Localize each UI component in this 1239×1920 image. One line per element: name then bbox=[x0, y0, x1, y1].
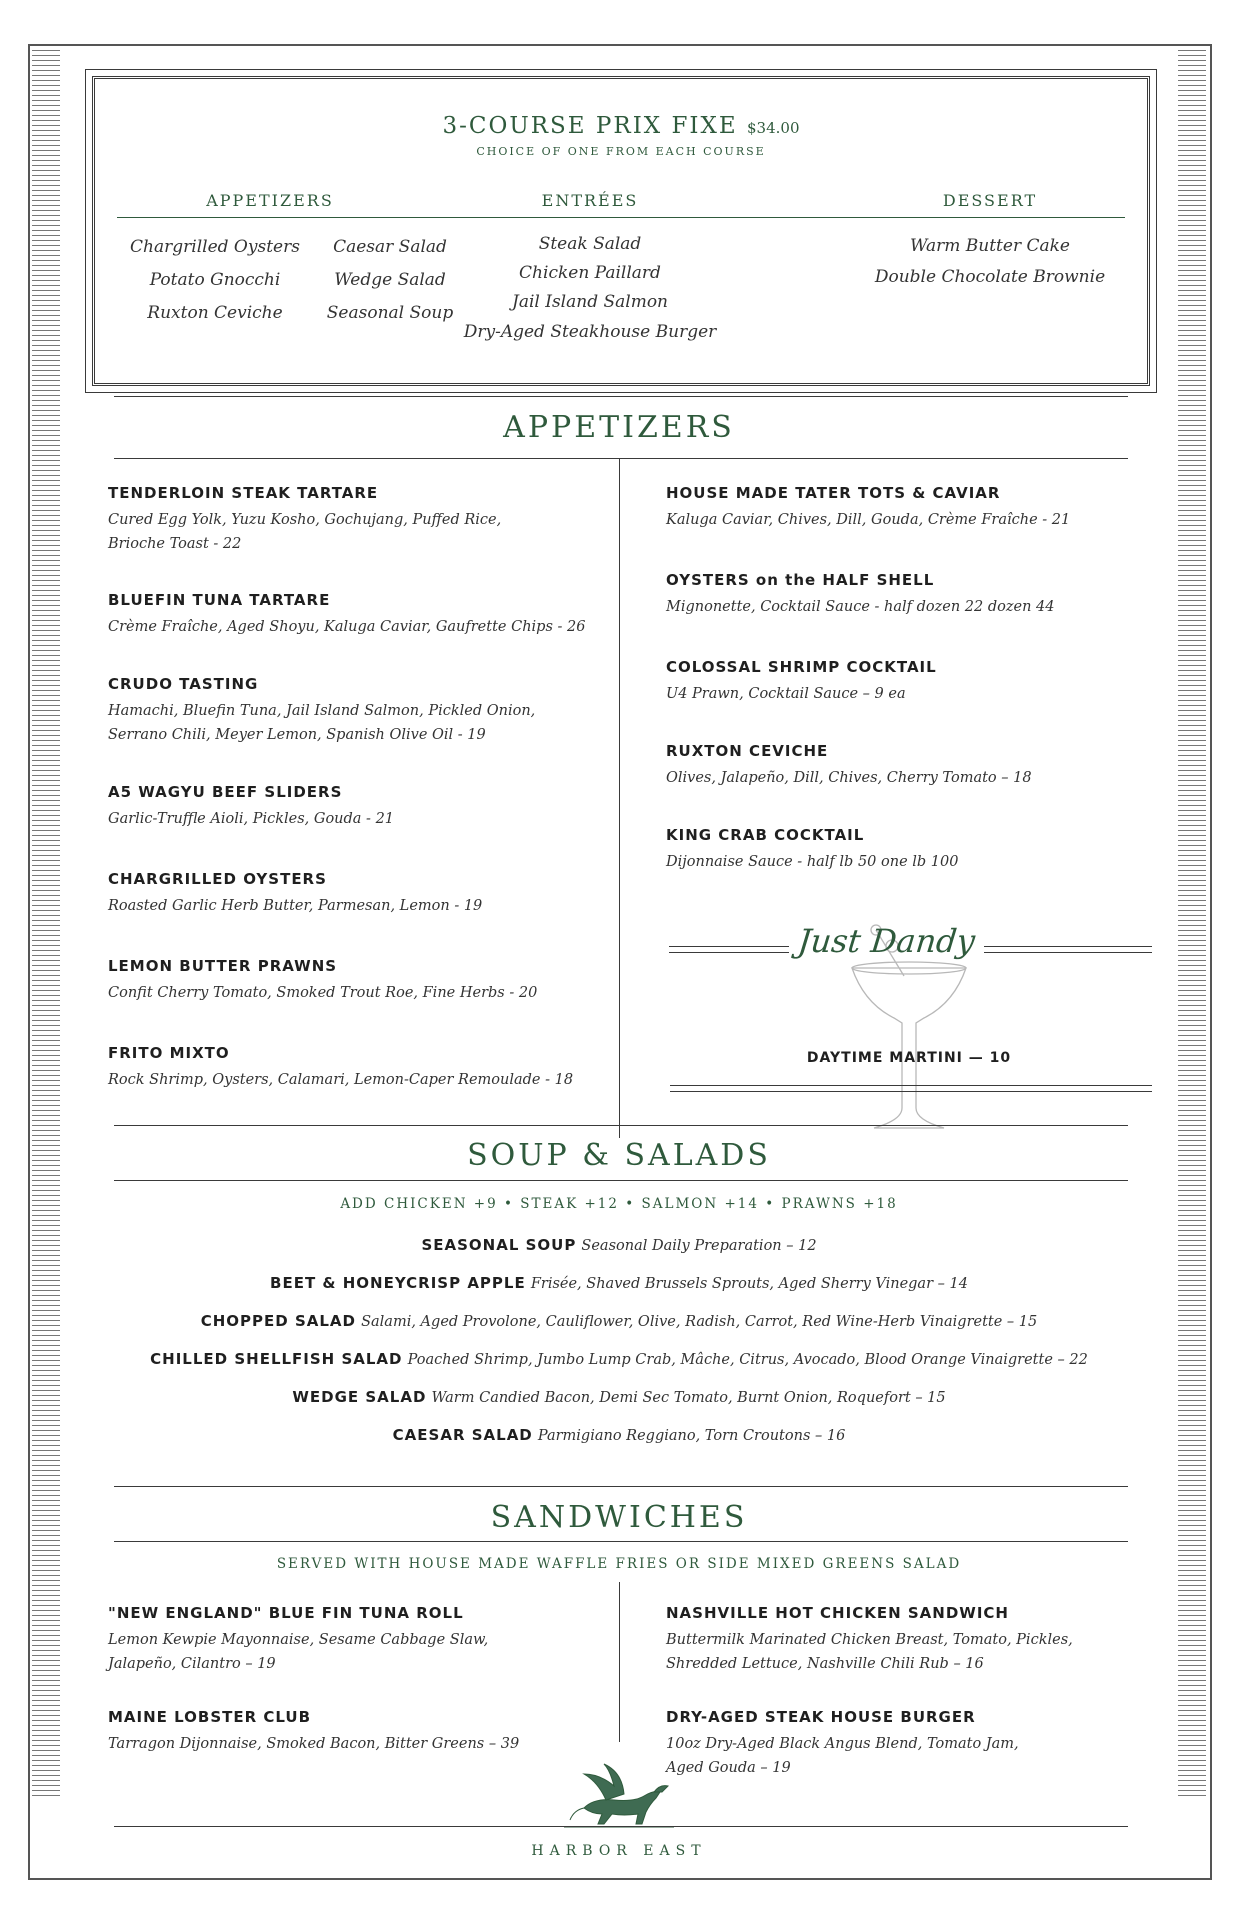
prix-appetizer-item: Chargrilled Oysters bbox=[130, 237, 300, 257]
divider bbox=[114, 1180, 1128, 1181]
sandwiches-title: SANDWICHES bbox=[490, 1500, 748, 1535]
appetizers-title: APPETIZERS bbox=[503, 410, 735, 445]
divider bbox=[114, 1125, 1128, 1126]
column-divider bbox=[619, 1582, 620, 1742]
prix-fixe-title bbox=[95, 113, 1147, 139]
prix-entree-item: Steak Salad bbox=[538, 234, 642, 254]
prix-appetizer-item: Caesar Salad bbox=[333, 237, 447, 257]
menu-item bbox=[666, 1708, 1166, 1780]
divider bbox=[114, 396, 1128, 397]
column-divider bbox=[619, 458, 620, 1138]
item-description: Crème Fraîche, Aged Shoyu, Kaluga Caviar, Gaufrette Chips - 26 bbox=[108, 619, 586, 635]
just-dandy-script: Just Dandy bbox=[796, 922, 977, 960]
menu-item bbox=[108, 591, 608, 639]
left-border-pattern bbox=[32, 50, 60, 1800]
divider bbox=[114, 1541, 1128, 1542]
item-description: U4 Prawn, Cocktail Sauce – 9 ea bbox=[666, 686, 906, 702]
prix-entree-item: Jail Island Salmon bbox=[512, 292, 668, 312]
salad-item: CAESAR SALAD Parmigiano Reggiano, Torn Croutons – 16 bbox=[392, 1426, 846, 1444]
item-description: Buttermilk Marinated Chicken Breast, Tomato, Pickles, Shredded Lettuce, Nashville Chili Rub – 16 bbox=[666, 1632, 1073, 1672]
salad-item: CHILLED SHELLFISH SALAD Poached Shrimp, Jumbo Lump Crab, Mâche, Citrus, Avocado, Blood Orange Vinaigrette – 22 bbox=[150, 1350, 1088, 1368]
item-name: A5 WAGYU BEEF SLIDERS bbox=[108, 783, 343, 801]
soup-salads-title: SOUP & SALADS bbox=[467, 1138, 771, 1173]
prix-entree-item: Chicken Paillard bbox=[519, 263, 661, 283]
item-name: OYSTERS on the HALF SHELL bbox=[666, 571, 935, 589]
item-name: RUXTON CEVICHE bbox=[666, 742, 829, 760]
item-description: Kaluga Caviar, Chives, Dill, Gouda, Crème Fraîche - 21 bbox=[666, 512, 1071, 528]
prix-dessert-item: Double Chocolate Brownie bbox=[874, 267, 1106, 287]
item-description: Mignonette, Cocktail Sauce - half dozen 22 dozen 44 bbox=[666, 599, 1055, 615]
item-description: Garlic-Truffle Aioli, Pickles, Gouda - 21 bbox=[108, 811, 395, 827]
footer-location: HARBOR EAST bbox=[531, 1843, 707, 1859]
prix-heading-appetizers: APPETIZERS bbox=[206, 191, 334, 210]
item-name: LEMON BUTTER PRAWNS bbox=[108, 957, 338, 975]
item-description: Tarragon Dijonnaise, Smoked Bacon, Bitter Greens – 39 bbox=[108, 1736, 520, 1752]
item-description: 10oz Dry-Aged Black Angus Blend, Tomato Jam, Aged Gouda – 19 bbox=[666, 1736, 1019, 1776]
item-name: NASHVILLE HOT CHICKEN SANDWICH bbox=[666, 1604, 1009, 1622]
prix-dessert-item: Warm Butter Cake bbox=[910, 236, 1070, 256]
item-description: Roasted Garlic Herb Butter, Parmesan, Lemon - 19 bbox=[108, 898, 483, 914]
menu-item bbox=[666, 742, 1166, 790]
menu-item bbox=[108, 957, 608, 1005]
menu-item bbox=[108, 783, 608, 831]
item-name: CRUDO TASTING bbox=[108, 675, 259, 693]
prix-appetizer-item: Seasonal Soup bbox=[326, 303, 454, 323]
salad-item: SEASONAL SOUP Seasonal Daily Preparation – 12 bbox=[421, 1236, 817, 1254]
decorative-rule bbox=[670, 1085, 1152, 1092]
item-description: Confit Cherry Tomato, Smoked Trout Roe, Fine Herbs - 20 bbox=[108, 985, 538, 1001]
item-name: HOUSE MADE TATER TOTS & CAVIAR bbox=[666, 484, 1001, 502]
menu-item bbox=[666, 658, 1166, 706]
menu-item bbox=[108, 1604, 608, 1676]
item-description: Dijonnaise Sauce - half lb 50 one lb 100 bbox=[666, 854, 959, 870]
item-name: "NEW ENGLAND" BLUE FIN TUNA ROLL bbox=[108, 1604, 464, 1622]
menu-item bbox=[666, 571, 1166, 619]
daytime-martini-label: DAYTIME MARTINI — 10 bbox=[806, 1050, 1012, 1066]
salad-addons-note: ADD CHICKEN +9 • STEAK +12 • SALMON +14 • PRAWNS +18 bbox=[340, 1196, 898, 1212]
prix-entree-item: Dry-Aged Steakhouse Burger bbox=[463, 322, 717, 342]
divider bbox=[114, 458, 1128, 459]
salad-item: CHOPPED SALAD Salami, Aged Provolone, Cauliflower, Olive, Radish, Carrot, Red Wine-Herb Vinaigrette – 15 bbox=[200, 1312, 1038, 1330]
menu-item bbox=[108, 1044, 608, 1092]
menu-item bbox=[108, 675, 608, 747]
menu-item bbox=[666, 826, 1166, 874]
prix-divider bbox=[117, 217, 1125, 218]
item-name: CHARGRILLED OYSTERS bbox=[108, 870, 327, 888]
menu-item bbox=[666, 1604, 1166, 1676]
divider bbox=[114, 1486, 1128, 1487]
prix-heading-entrees: ENTRÉES bbox=[541, 191, 639, 210]
item-name: BLUEFIN TUNA TARTARE bbox=[108, 591, 331, 609]
item-name: TENDERLOIN STEAK TARTARE bbox=[108, 484, 379, 502]
prix-heading-dessert: DESSERT bbox=[942, 191, 1038, 210]
prix-appetizer-item: Potato Gnocchi bbox=[149, 270, 281, 290]
item-name: MAINE LOBSTER CLUB bbox=[108, 1708, 312, 1726]
salad-item: BEET & HONEYCRISP APPLE Frisée, Shaved Brussels Sprouts, Aged Sherry Vinegar – 14 bbox=[270, 1274, 968, 1292]
menu-item bbox=[108, 870, 608, 918]
right-border-pattern bbox=[1178, 50, 1206, 1800]
prix-fixe-title-text: 3-COURSE PRIX FIXE bbox=[442, 113, 738, 139]
sandwiches-note: SERVED WITH HOUSE MADE WAFFLE FRIES OR SIDE MIXED GREENS SALAD bbox=[276, 1556, 962, 1572]
griffin-emblem-icon bbox=[564, 1760, 674, 1830]
prix-fixe-box bbox=[92, 76, 1150, 386]
decorative-rule bbox=[984, 946, 1152, 953]
menu-sheet bbox=[64, 50, 1174, 1859]
item-description: Hamachi, Bluefin Tuna, Jail Island Salmon, Pickled Onion, Serrano Chili, Meyer Lemon, Spanish Olive Oil - 19 bbox=[108, 703, 536, 743]
salad-item: WEDGE SALAD Warm Candied Bacon, Demi Sec Tomato, Burnt Onion, Roquefort – 15 bbox=[292, 1388, 946, 1406]
menu-item bbox=[108, 1708, 608, 1756]
item-description: Rock Shrimp, Oysters, Calamari, Lemon-Caper Remoulade - 18 bbox=[108, 1072, 574, 1088]
prix-fixe-price: $34.00 bbox=[747, 119, 800, 137]
prix-appetizer-item: Ruxton Ceviche bbox=[147, 303, 283, 323]
item-description: Olives, Jalapeño, Dill, Chives, Cherry Tomato – 18 bbox=[666, 770, 1032, 786]
divider bbox=[114, 1826, 1128, 1827]
item-description: Cured Egg Yolk, Yuzu Kosho, Gochujang, Puffed Rice, Brioche Toast - 22 bbox=[108, 512, 502, 552]
decorative-rule bbox=[669, 946, 789, 953]
item-name: DRY-AGED STEAK HOUSE BURGER bbox=[666, 1708, 976, 1726]
item-name: COLOSSAL SHRIMP COCKTAIL bbox=[666, 658, 937, 676]
item-name: FRITO MIXTO bbox=[108, 1044, 230, 1062]
menu-item bbox=[108, 484, 608, 556]
item-description: Lemon Kewpie Mayonnaise, Sesame Cabbage Slaw, Jalapeño, Cilantro – 19 bbox=[108, 1632, 489, 1672]
menu-item bbox=[666, 484, 1166, 532]
item-name: KING CRAB COCKTAIL bbox=[666, 826, 865, 844]
prix-fixe-subtitle: CHOICE OF ONE FROM EACH COURSE bbox=[476, 145, 766, 158]
prix-appetizer-item: Wedge Salad bbox=[334, 270, 446, 290]
